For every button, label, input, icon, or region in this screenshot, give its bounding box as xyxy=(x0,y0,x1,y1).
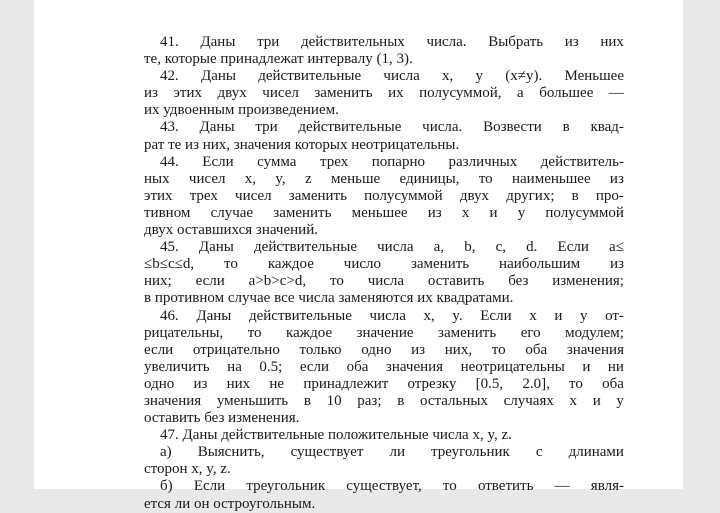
word: противном xyxy=(154,290,228,307)
word: Возвести xyxy=(483,119,542,136)
word: x, xyxy=(442,68,454,85)
book-page xyxy=(34,0,683,512)
word: 47. xyxy=(160,427,183,444)
word: действитель- xyxy=(540,153,624,170)
word: из xyxy=(144,85,158,102)
word: [0.5, xyxy=(475,375,504,392)
word: числа xyxy=(383,68,420,85)
word: действительные xyxy=(221,427,328,444)
word: длинами xyxy=(568,444,624,461)
word: неотрицательны xyxy=(460,358,565,375)
word: большее xyxy=(539,85,594,102)
word: заменить xyxy=(288,187,347,204)
word: значения xyxy=(144,392,202,409)
word: — xyxy=(608,85,624,102)
word: ответить xyxy=(477,478,534,495)
text-line xyxy=(144,205,624,222)
word: рицательны, xyxy=(144,324,224,341)
text-line xyxy=(144,427,624,444)
word: отрицательно xyxy=(192,341,280,358)
word: x, xyxy=(423,307,435,324)
word: y xyxy=(579,307,588,324)
word: из xyxy=(193,375,208,392)
word: b, xyxy=(464,239,476,256)
word: заменить xyxy=(438,324,497,341)
text-line xyxy=(144,359,624,376)
word: x, xyxy=(191,461,207,478)
word: без xyxy=(204,410,229,427)
word: существует, xyxy=(346,478,422,495)
word: он xyxy=(193,495,214,512)
word: Даны xyxy=(200,34,236,50)
word: оставить xyxy=(427,273,485,290)
word: и xyxy=(554,307,563,324)
word: их xyxy=(144,102,164,119)
word: из xyxy=(411,341,426,358)
word: произведением. xyxy=(238,102,339,119)
word: действительных xyxy=(300,34,405,50)
word: сумма xyxy=(257,153,297,170)
word: их xyxy=(417,290,437,307)
word: без xyxy=(508,273,529,290)
word: то xyxy=(329,273,344,290)
word: y, xyxy=(206,461,221,478)
text-line xyxy=(144,444,624,461)
word: x, xyxy=(472,427,488,444)
word: в xyxy=(144,290,155,307)
word: z xyxy=(304,170,312,187)
word: Выяснить, xyxy=(197,444,265,461)
word: 2.0], xyxy=(522,375,550,392)
word: заменяются xyxy=(338,290,418,307)
word: те xyxy=(168,136,186,153)
word: квад- xyxy=(590,119,624,136)
word: них xyxy=(226,375,251,392)
word: значение xyxy=(356,324,414,341)
word: Даны xyxy=(200,68,236,85)
word: если xyxy=(195,273,225,290)
word: случаях xyxy=(503,392,554,409)
text-line xyxy=(144,188,624,205)
word: y, xyxy=(275,170,286,187)
word: ли xyxy=(389,444,405,461)
word: значения xyxy=(566,341,624,358)
word: a, xyxy=(433,239,445,256)
word: Если xyxy=(193,478,226,495)
word: других; xyxy=(506,187,555,204)
word: уменьшить xyxy=(216,392,289,409)
text-line xyxy=(144,393,624,410)
word: 0.5; xyxy=(259,358,283,375)
word: то xyxy=(442,478,457,495)
word: — xyxy=(554,478,570,495)
word: остроугольным. xyxy=(213,495,316,512)
word: число xyxy=(343,256,382,273)
word: ни xyxy=(607,358,624,375)
text-line xyxy=(144,119,624,136)
word: Даны xyxy=(196,307,232,324)
text-line xyxy=(144,222,624,239)
word: двух xyxy=(217,85,247,102)
word: три xyxy=(255,119,278,136)
word: 44. xyxy=(160,153,179,170)
word: положительные xyxy=(327,427,433,444)
word: наименьшее xyxy=(512,170,591,187)
word: каждое xyxy=(267,256,314,273)
word: Даны xyxy=(182,427,222,444)
word: Меньшее xyxy=(564,68,624,85)
word: оба xyxy=(346,358,369,375)
word: в xyxy=(562,119,570,136)
word: изменения; xyxy=(552,273,624,290)
word: трех xyxy=(189,187,218,204)
word: числа xyxy=(367,273,405,290)
word: числа xyxy=(369,307,406,324)
word: z. xyxy=(501,427,512,444)
word: числа. xyxy=(426,34,467,50)
word: значений. xyxy=(255,222,318,239)
word: тивном xyxy=(144,204,191,221)
word: то xyxy=(224,256,238,273)
word: ли xyxy=(174,495,194,512)
word: числа xyxy=(298,290,339,307)
word: и xyxy=(489,204,498,221)
word: раз; xyxy=(357,392,382,409)
word: если xyxy=(144,341,174,358)
word: то xyxy=(491,341,506,358)
text-line xyxy=(144,68,624,85)
text-line xyxy=(144,342,624,359)
word: то xyxy=(247,324,262,341)
word: принадлежат xyxy=(220,51,308,68)
word: рат xyxy=(144,136,169,153)
word: значения xyxy=(233,136,295,153)
text-line xyxy=(144,461,624,478)
word: а) xyxy=(160,444,172,461)
word: все xyxy=(274,290,299,307)
word: неотрицательны. xyxy=(351,136,460,153)
word: оставшихся xyxy=(176,222,256,239)
word: заменить xyxy=(410,256,470,273)
word: из xyxy=(564,34,579,50)
word: модулем; xyxy=(565,324,624,341)
word: Если xyxy=(202,153,234,170)
text-line xyxy=(144,290,624,307)
text-line xyxy=(144,85,624,102)
word: в xyxy=(303,392,311,409)
problem-text xyxy=(144,34,624,512)
word: действительные xyxy=(298,119,402,136)
word: них, xyxy=(202,136,234,153)
word: 43. xyxy=(160,119,179,136)
word: полусуммой xyxy=(545,204,624,221)
word: y xyxy=(616,392,624,409)
word: на xyxy=(227,358,242,375)
word: треугольник xyxy=(431,444,510,461)
text-line xyxy=(144,239,624,256)
word: то xyxy=(569,375,583,392)
word: три xyxy=(257,34,280,50)
word: 46. xyxy=(160,307,179,324)
word: треугольник xyxy=(246,478,326,495)
word: (1, xyxy=(376,51,397,68)
word: наибольшим xyxy=(499,256,581,273)
word: случае xyxy=(227,290,275,307)
word: Выбрать xyxy=(488,34,544,50)
word: них, xyxy=(444,341,473,358)
word: полусуммой xyxy=(364,187,443,204)
word: оба xyxy=(525,341,548,358)
word: с xyxy=(535,444,543,461)
text-line xyxy=(144,154,624,171)
text-line xyxy=(144,478,624,495)
word: одно xyxy=(144,375,175,392)
word: если xyxy=(299,358,330,375)
word: числа. xyxy=(422,119,463,136)
word: из xyxy=(610,256,624,273)
word: 10 xyxy=(326,392,342,409)
word: двух xyxy=(144,222,177,239)
word: одно xyxy=(361,341,392,358)
word: этих xyxy=(144,187,173,204)
word: увеличить xyxy=(144,358,210,375)
text-line xyxy=(144,102,624,119)
word: различных xyxy=(448,153,518,170)
word: и xyxy=(592,392,601,409)
word: остальных xyxy=(419,392,488,409)
word: y xyxy=(517,204,526,221)
word: числа xyxy=(377,239,414,256)
word: квадратами. xyxy=(436,290,514,307)
word: оба xyxy=(602,375,624,392)
text-line xyxy=(144,325,624,342)
text-line xyxy=(144,171,624,188)
word: меньшее xyxy=(351,204,408,221)
word: Если xyxy=(480,307,512,324)
text-line xyxy=(144,137,624,154)
word: заменить xyxy=(314,85,373,102)
word: из xyxy=(185,136,203,153)
text-line xyxy=(144,376,624,393)
word: значения xyxy=(385,358,444,375)
word: оставить xyxy=(144,410,205,427)
word: y. xyxy=(452,307,463,324)
word: сторон xyxy=(144,461,192,478)
word: x xyxy=(569,392,578,409)
word: a≤ xyxy=(609,239,624,256)
word: изменения. xyxy=(228,410,300,427)
word: 3). xyxy=(396,51,413,68)
word: интервалу xyxy=(307,51,377,68)
word: действительные xyxy=(248,307,352,324)
word: каждое xyxy=(286,324,333,341)
word: Даны xyxy=(199,119,235,136)
word: x xyxy=(461,204,470,221)
word: а xyxy=(517,85,524,102)
word: c, xyxy=(495,239,507,256)
word: этих xyxy=(173,85,203,102)
word: меньше xyxy=(330,170,381,187)
word: принадлежит xyxy=(303,375,389,392)
word: в xyxy=(397,392,405,409)
word: те, xyxy=(144,51,165,68)
word: действительные xyxy=(254,239,357,256)
word: Даны xyxy=(198,239,234,256)
word: про- xyxy=(595,187,624,204)
word: 42. xyxy=(160,68,179,85)
word: y xyxy=(475,68,483,85)
text-line xyxy=(144,410,624,427)
word: не xyxy=(269,375,285,392)
word: ≤b≤c≤d, xyxy=(144,256,195,273)
word: d. xyxy=(526,239,538,256)
word: 41. xyxy=(160,34,179,50)
word: из xyxy=(609,170,624,187)
word: a>b>c>d, xyxy=(248,273,307,290)
word: y, xyxy=(487,427,502,444)
word: попарно xyxy=(371,153,425,170)
word: от- xyxy=(605,307,624,324)
word: Если xyxy=(557,239,589,256)
text-line xyxy=(144,51,624,68)
word: в xyxy=(571,187,579,204)
word: ется xyxy=(144,495,175,512)
text-line xyxy=(144,256,624,273)
word: x xyxy=(529,307,537,324)
word: из xyxy=(427,204,442,221)
word: них xyxy=(600,34,624,50)
word: трех xyxy=(320,153,349,170)
word: отрезку xyxy=(407,375,457,392)
word: единицы, xyxy=(399,170,460,187)
text-line xyxy=(144,34,624,51)
word: б) xyxy=(160,478,173,495)
word: ных xyxy=(144,170,170,187)
word: существует xyxy=(290,444,364,461)
text-line xyxy=(144,308,624,325)
word: то xyxy=(478,170,493,187)
word: z. xyxy=(220,461,231,478)
word: них; xyxy=(144,273,172,290)
word: которых xyxy=(294,136,352,153)
word: полусуммой, xyxy=(419,85,502,102)
word: удвоенным xyxy=(163,102,239,119)
word: заменить xyxy=(273,204,332,221)
word: чисел xyxy=(188,170,226,187)
word: числа xyxy=(432,427,473,444)
word: их xyxy=(388,85,404,102)
text-line xyxy=(144,495,624,512)
word: и xyxy=(582,358,591,375)
word: его xyxy=(520,324,541,341)
word: двух xyxy=(459,187,490,204)
word: случае xyxy=(210,204,254,221)
word: только xyxy=(299,341,342,358)
word: чисел xyxy=(235,187,272,204)
word: чисел xyxy=(262,85,299,102)
word: явля- xyxy=(590,478,624,495)
word: x, xyxy=(244,170,257,187)
text-line xyxy=(144,273,624,290)
word: 45. xyxy=(160,239,179,256)
word: (x≠y). xyxy=(505,68,543,85)
word: действительные xyxy=(258,68,362,85)
word: которые xyxy=(164,51,221,68)
